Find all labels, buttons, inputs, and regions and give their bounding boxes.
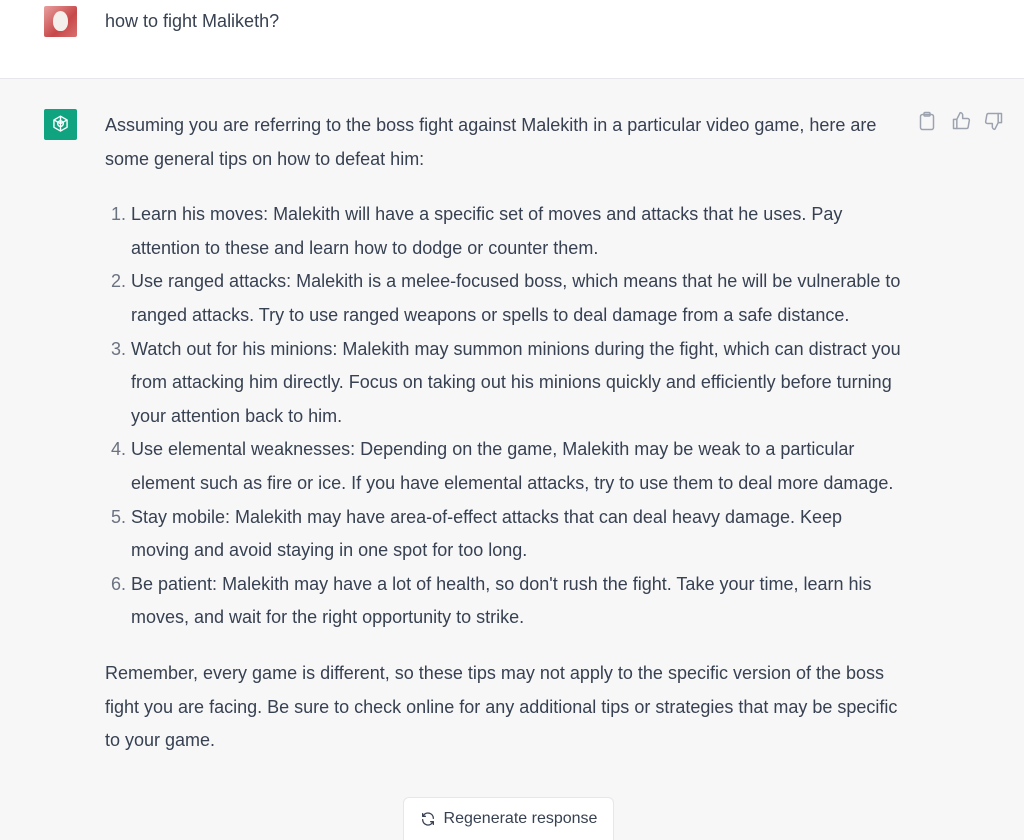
openai-logo-icon bbox=[50, 114, 71, 135]
user-avatar bbox=[44, 6, 77, 37]
regenerate-label: Regenerate response bbox=[443, 810, 598, 827]
thumbs-up-icon bbox=[951, 111, 971, 131]
thumbs-down-icon bbox=[984, 111, 1004, 131]
tips-list bbox=[105, 198, 905, 635]
thumbs-up-button[interactable] bbox=[951, 111, 971, 133]
assistant-avatar bbox=[44, 109, 77, 140]
answer-outro: Remember, every game is different, so these tips may not apply to the specific version of the boss fight you are facing. Be sure to check online for any additional tips or strategies that may be specific to your game. bbox=[105, 662, 898, 751]
user-message-row bbox=[0, 0, 1024, 79]
answer-intro: Assuming you are referring to the boss fight against Malekith in a particular video game, here are some general tips on how to defeat him: bbox=[105, 115, 877, 169]
list-item: 3. Watch out for his minions: Malekith may summon minions during the fight, which can distract you from attacking him directly. Focus on taking out his minions quickly and efficiently before turning your attention back to him. bbox=[131, 333, 905, 434]
copy-button[interactable] bbox=[918, 111, 938, 133]
clipboard-icon bbox=[918, 111, 936, 131]
assistant-message-row bbox=[0, 79, 1024, 840]
list-item: 5. Stay mobile: Malekith may have area-of-effect attacks that can deal heavy damage. Keep moving and avoid staying in one spot for too long. bbox=[131, 501, 905, 568]
list-item: 4. Use elemental weaknesses: Depending on the game, Malekith may be weak to a particular element such as fire or ice. If you have elemental attacks, try to use them to deal more damage. bbox=[131, 433, 905, 500]
thumbs-down-button[interactable] bbox=[984, 111, 1004, 133]
list-item: 6. Be patient: Malekith may have a lot of health, so don't rush the fight. Take your time, learn his moves, and wait for the right opportunity to strike. bbox=[131, 568, 905, 635]
list-item: 2. Use ranged attacks: Malekith is a melee-focused boss, which means that he will be vulnerable to ranged attacks. Try to use ranged weapons or spells to deal damage from a safe distance. bbox=[131, 265, 905, 332]
list-item: 1. Learn his moves: Malekith will have a specific set of moves and attacks that he uses. Pay attention to these and learn how to dodge or counter them. bbox=[131, 198, 905, 265]
regenerate-response-button[interactable] bbox=[403, 797, 614, 840]
user-message-text: how to fight Maliketh? bbox=[105, 11, 280, 31]
refresh-icon bbox=[420, 811, 436, 827]
assistant-message-text bbox=[105, 109, 905, 758]
